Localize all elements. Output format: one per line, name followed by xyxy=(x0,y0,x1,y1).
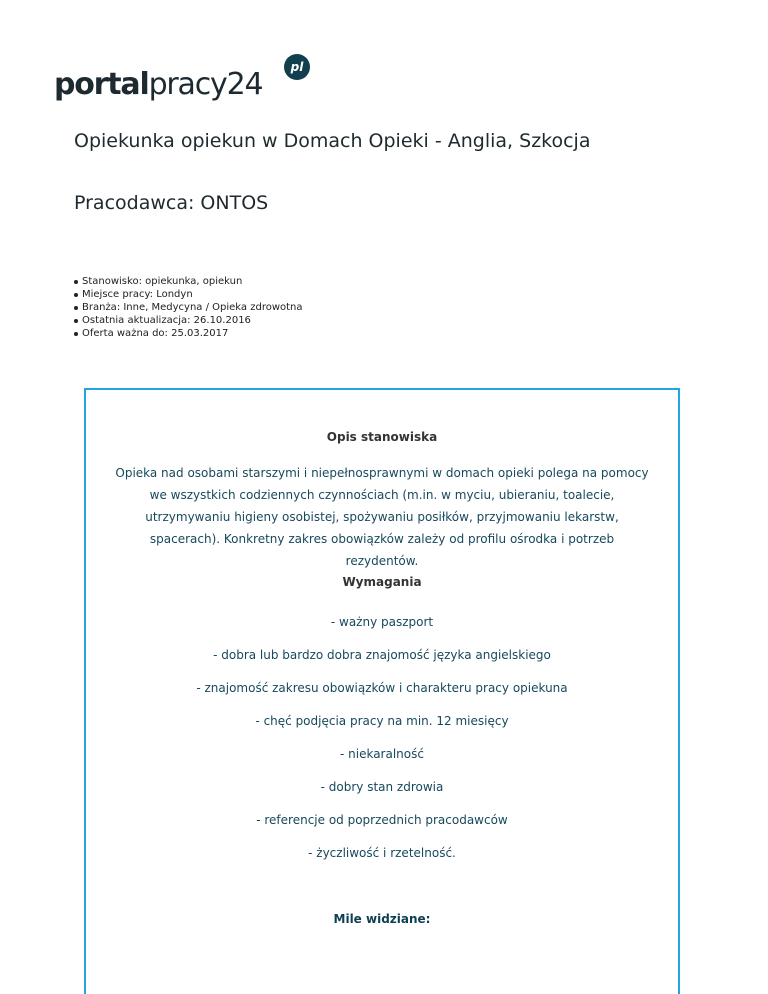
detail-text: Oferta ważna do: 25.03.2017 xyxy=(82,328,229,339)
requirement-item: - znajomość zakresu obowiązków i charakteru pracy opiekuna xyxy=(196,681,568,695)
bullet-icon xyxy=(74,306,78,310)
bullet-icon xyxy=(74,319,78,323)
requirement-item: - niekaralność xyxy=(340,747,424,761)
detail-text: Ostatnia aktualizacja: 26.10.2016 xyxy=(82,315,251,326)
nice-to-have-heading: Mile widziane: xyxy=(333,912,431,926)
description-heading: Opis stanowiska xyxy=(326,430,438,444)
detail-updated xyxy=(74,314,303,327)
detail-text: Branża: Inne, Medycyna / Opieka zdrowotna xyxy=(82,302,303,313)
portalpracy24-logo[interactable] xyxy=(54,52,304,102)
requirement-item: - dobra lub bardzo dobra znajomość języka angielskiego xyxy=(213,648,551,662)
job-title: Opiekunka opiekun w Domach Opieki - Anglia, Szkocja xyxy=(74,130,591,152)
detail-text: Stanowisko: opiekunka, opiekun xyxy=(82,276,243,287)
detail-valid-until xyxy=(74,327,303,340)
job-details-list xyxy=(74,275,303,340)
logo-badge-icon: pl xyxy=(284,54,310,80)
requirement-item: - dobry stan zdrowia xyxy=(320,780,444,794)
detail-industry xyxy=(74,301,303,314)
requirement-item: - życzliwość i rzetelność. xyxy=(308,846,456,860)
detail-text: Miejsce pracy: Londyn xyxy=(82,289,193,300)
requirement-item: - referencje od poprzednich pracodawców xyxy=(256,813,508,827)
bullet-icon xyxy=(74,293,78,297)
bullet-icon xyxy=(74,280,78,284)
bullet-icon xyxy=(74,332,78,336)
logo-light-text: pracy24 xyxy=(148,67,263,102)
detail-position xyxy=(74,275,303,288)
logo-bold-text: portal xyxy=(54,67,149,102)
employer-name: Pracodawca: ONTOS xyxy=(74,192,269,214)
requirement-item: - chęć podjęcia pracy na min. 12 miesięcy xyxy=(255,714,509,728)
requirements-heading: Wymagania xyxy=(342,575,422,589)
detail-location xyxy=(74,288,303,301)
job-description-box xyxy=(84,388,680,994)
requirement-item: - ważny paszport xyxy=(330,615,434,629)
description-text: Opieka nad osobami starszymi i niepełnosprawnymi w domach opieki polega na pomocy we wszystkich codziennych czynnościach (m.in. w myciu, ubieraniu, toalecie, utrzymywaniu higieny osobistej, spożywaniu posiłków, przyjmowaniu lekarstw, spacerach). Konkretny zakres obowiązków zależy od profilu ośrodka i potrzeb rezydentów. xyxy=(115,466,649,568)
